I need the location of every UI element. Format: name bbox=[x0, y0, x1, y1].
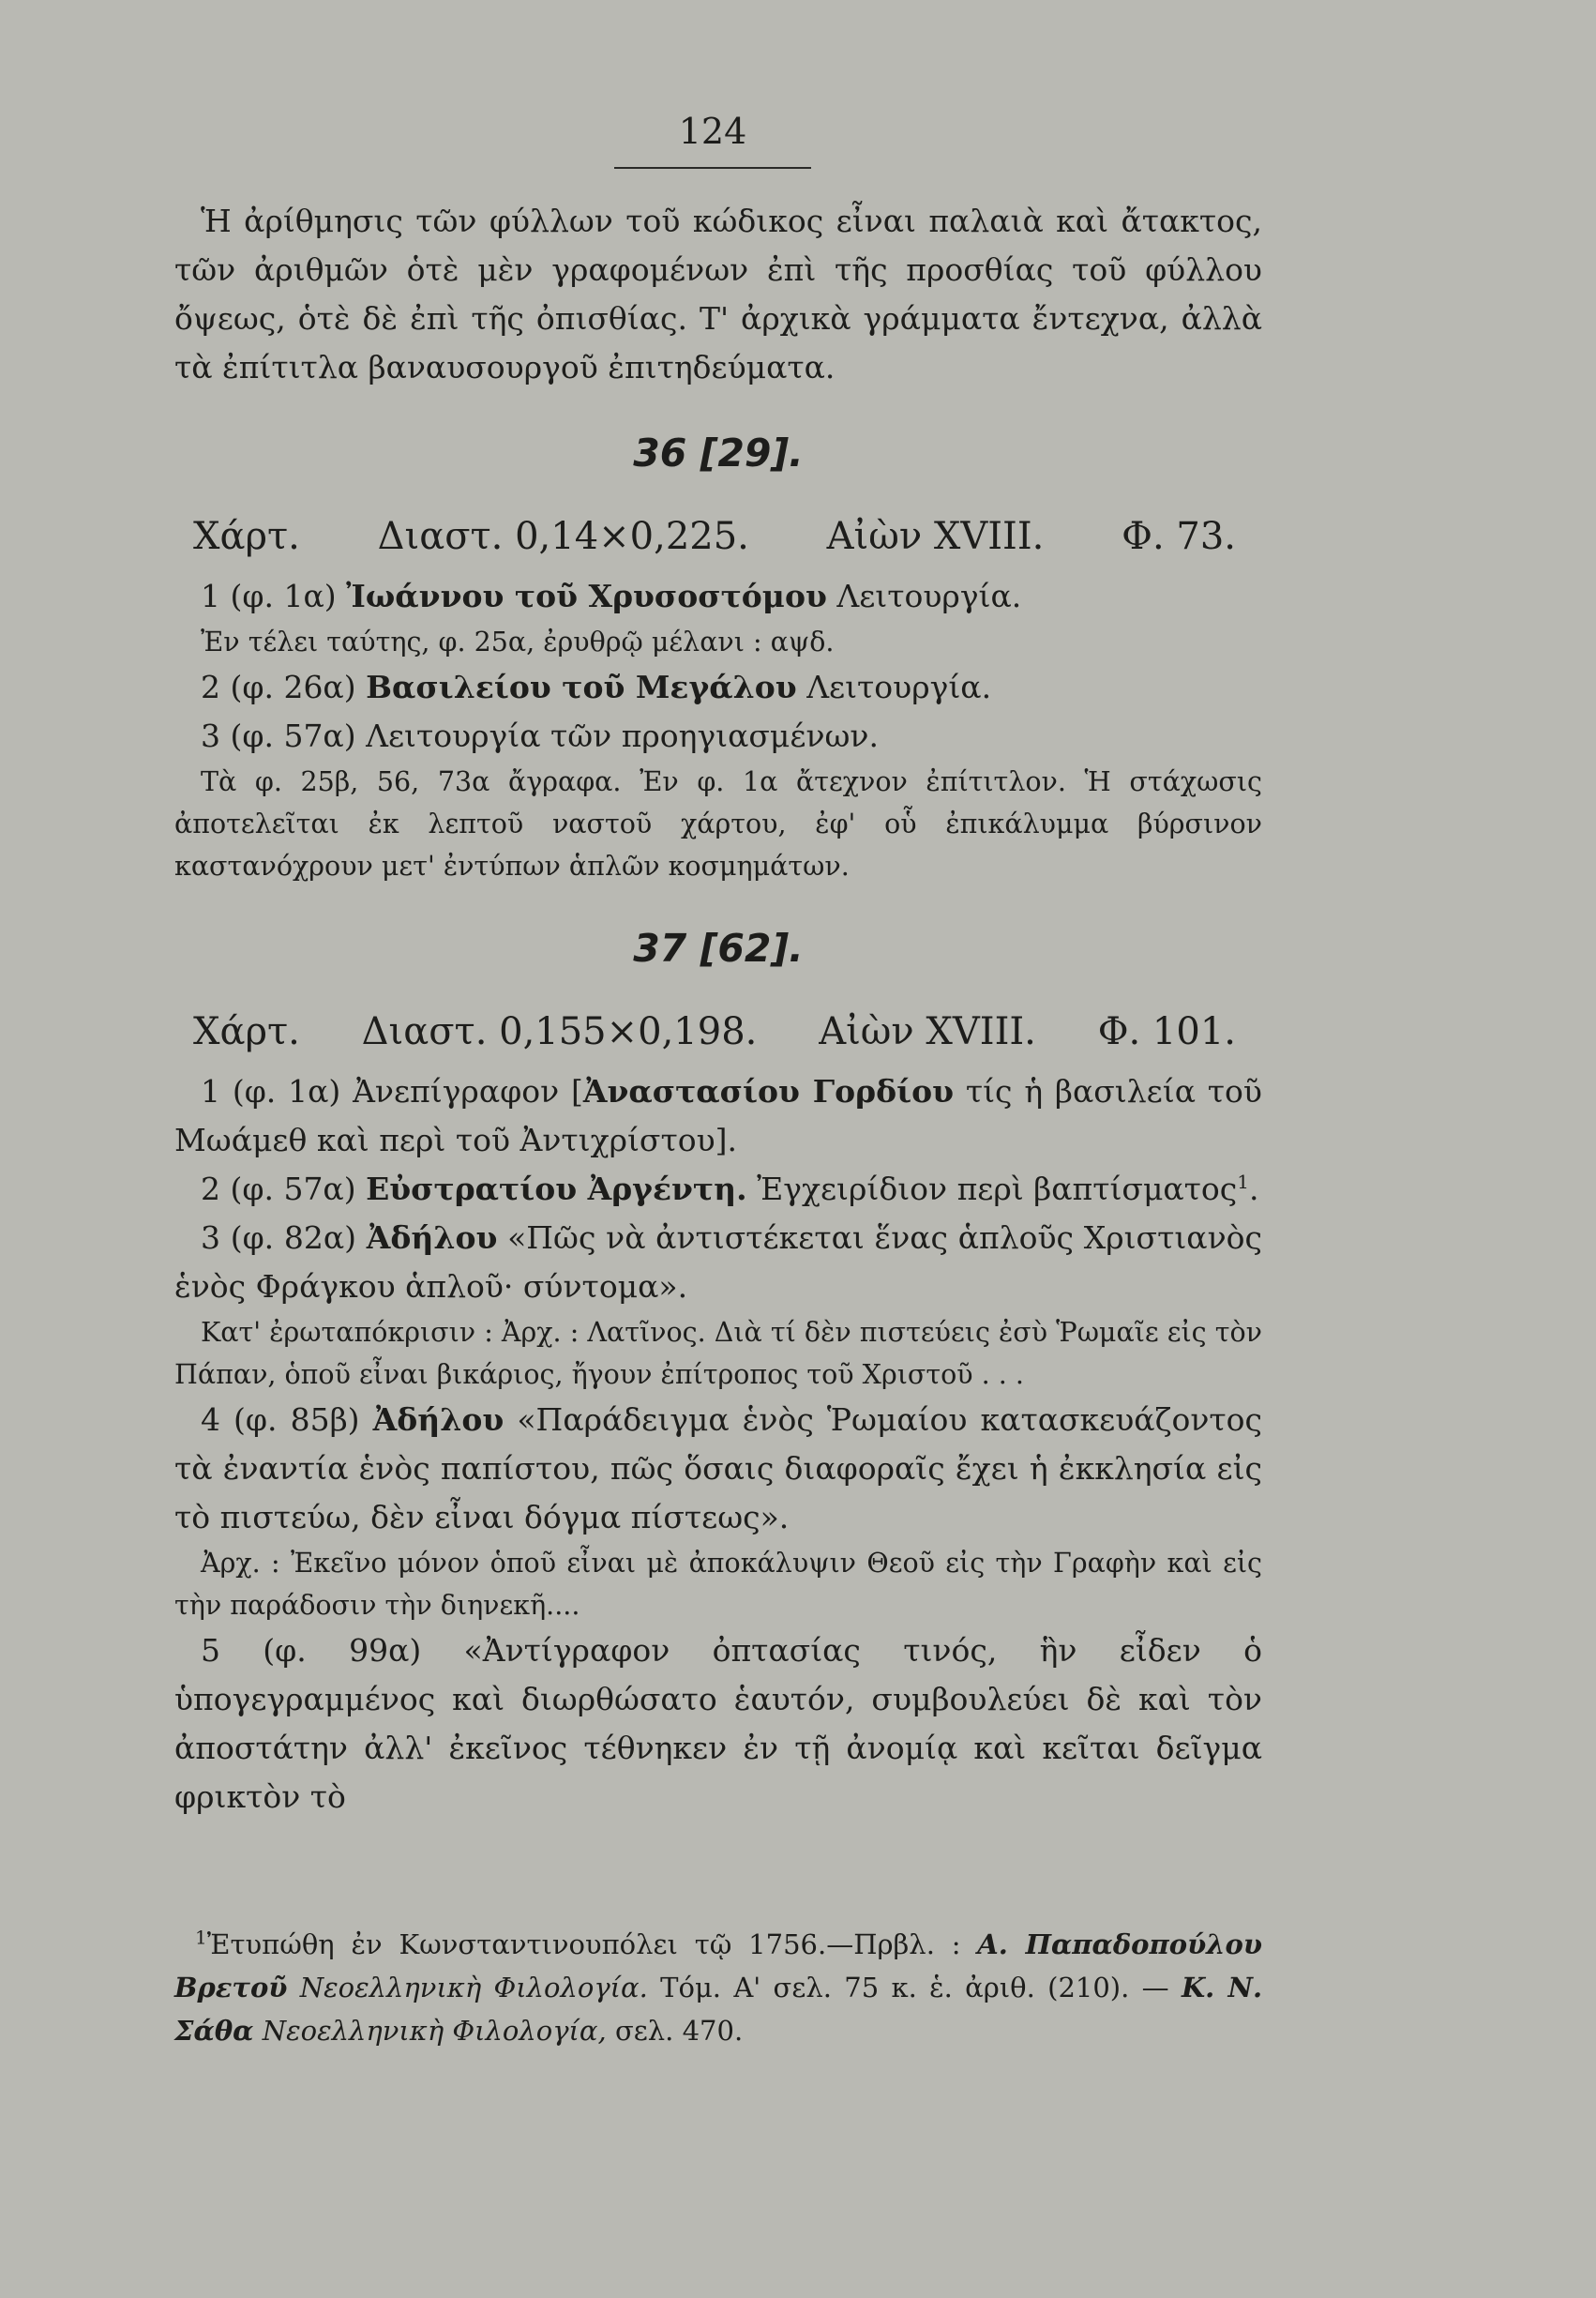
footnote-work: Νεοελληνικὴ Φιλολογία, bbox=[262, 2015, 607, 2047]
meta-folios: Φ. 101. bbox=[1097, 1010, 1236, 1053]
content-item: 1 (φ. 1α) Ἰωάννου τοῦ Χρυσοστόμου Λειτουργία. bbox=[201, 578, 1022, 614]
author-name: Ἰωάννου τοῦ Χρυσοστόμου bbox=[346, 578, 827, 614]
footnote-author: Α. Παπαδοπούλου Βρετοῦ bbox=[174, 1928, 1263, 2003]
footnote-work: Νεοελληνικὴ Φιλολογία. bbox=[299, 1972, 648, 2003]
content-item: 4 (φ. 85β) Ἀδήλου «Παράδειγμα ἑνὸς Ῥωμαίου κατασκευάζοντος τὰ ἐναντία ἑνὸς παπίστου, πῶς ὅσαις διαφοραῖς ἔχει ἡ ἐκκλησία εἰς τὸ πιστεύω, δὲν εἶναι δόγμα πίστεως». bbox=[174, 1401, 1263, 1535]
page-number: 124 bbox=[678, 111, 747, 152]
item-note: Ἀρχ. : Ἐκεῖνο μόνον ὁποῦ εἶναι μὲ ἀποκάλυψιν Θεοῦ εἰς τὴν Γραφὴν καὶ εἰς τὴν παράδοσιν τὴν διηνεκῆ.... bbox=[174, 1548, 1262, 1621]
content-item: 3 (φ. 82α) Ἀδήλου «Πῶς νὰ ἀντιστέκεται ἕνας ἁπλοῦς Χριστιανὸς ἑνὸς Φράγκου ἁπλοῦ· σύντομα». bbox=[174, 1219, 1262, 1305]
author-name: Ἀδήλου bbox=[366, 1219, 498, 1256]
footnote-mark: 1 bbox=[195, 1926, 207, 1949]
author-name: Εὐστρατίου Ἀργέντη. bbox=[366, 1171, 747, 1207]
item-note: Ἐν τέλει ταύτης, φ. 25α, ἐρυθρῷ μέλανι : αψδ. bbox=[201, 627, 835, 658]
section-title-37: 37 [62]. bbox=[633, 926, 804, 971]
meta-material: Χάρτ. bbox=[193, 1010, 300, 1053]
meta-folios: Φ. 73. bbox=[1122, 515, 1236, 558]
item-note: Κατ' ἐρωταπόκρισιν : Ἀρχ. : Λατῖνος. Διὰ τί δὲν πιστεύεις ἐσὺ Ῥωμαῖε εἰς τὸν Πάπαν, ὁποῦ εἶναι βικάριος, ἤγουν ἐπίτροπος τοῦ Χριστοῦ . . . bbox=[174, 1317, 1262, 1390]
main-text bbox=[174, 197, 1262, 1822]
author-name: Ἀδήλου bbox=[372, 1401, 504, 1438]
content-item: 3 (φ. 57α) Λειτουργία τῶν προηγιασμένων. bbox=[201, 718, 879, 754]
manuscript-meta-37 bbox=[174, 1004, 1262, 1060]
meta-material: Χάρτ. bbox=[193, 515, 300, 558]
section-title-36: 36 [29]. bbox=[633, 431, 804, 476]
meta-dimensions: Διαστ. 0,14×0,225. bbox=[377, 515, 749, 558]
author-name: Βασιλείου τοῦ Μεγάλου bbox=[366, 669, 797, 705]
content-item: 2 (φ. 57α) Εὐστρατίου Ἀργέντη. Ἐγχειρίδιον περὶ βαπτίσματος$^1$. bbox=[201, 1171, 1259, 1207]
footnote: $^1$Ἐτυπώθη ἐν Κωνσταντινουπόλει τῷ 1756.—Πρβλ. : Α. Παπαδοπούλου Βρετοῦ Νεοελληνικὴ Φιλολογία. Τόμ. Α' σελ. 75 κ. ἑ. ἀριθ. (210). — Κ. Ν. Σάθα Νεοελληνικὴ Φιλολογία, σελ. 470. bbox=[174, 1926, 1263, 2047]
manuscript-meta-36 bbox=[174, 508, 1262, 565]
item-note: Τὰ φ. 25β, 56, 73α ἄγραφα. Ἐν φ. 1α ἄτεχνον ἐπίτιτλον. Ἡ στάχωσις ἀποτελεῖται ἐκ λεπτοῦ ναστοῦ χάρτου, ἐφ' οὗ ἐπικάλυμμα βύρσινον καστανόχρουν μετ' ἐντύπων ἁπλῶν κοσμημάτων. bbox=[174, 766, 1262, 882]
footnote-ref: 1 bbox=[1237, 1171, 1250, 1193]
footnotes bbox=[174, 1923, 1262, 2052]
meta-century: Αἰὼν XVIII. bbox=[819, 1010, 1036, 1053]
page-number-rule bbox=[614, 167, 811, 169]
content-item: 2 (φ. 26α) Βασιλείου τοῦ Μεγάλου Λειτουργία. bbox=[201, 669, 992, 705]
author-name: Ἀναστασίου Γορδίου bbox=[582, 1073, 954, 1110]
meta-century: Αἰὼν XVIII. bbox=[826, 515, 1045, 558]
intro-paragraph: Ἡ ἀρίθμησις τῶν φύλλων τοῦ κώδικος εἶναι παλαιὰ καὶ ἄτακτος, τῶν ἀριθμῶν ὁτὲ μὲν γραφομένων ἐπὶ τῆς προσθίας τοῦ φύλλου ὄψεως, ὁτὲ δὲ ἐπὶ τῆς ὀπισθίας. Τ' ἀρχικὰ γράμματα ἔντεχνα, ἀλλὰ τὰ ἐπίτιτλα βαναυσουργοῦ ἐπιτηδεύματα. bbox=[174, 203, 1262, 386]
content-item: 5 (φ. 99α) «Ἀντίγραφον ὀπτασίας τινός, ἣν εἶδεν ὁ ὑπογεγραμμένος καὶ διωρθώσατο ἑαυτόν, συμβουλεύει δὲ καὶ τὸν ἀποστάτην ἀλλ' ἐκεῖνος τέθνηκεν ἐν τῇ ἀνομίᾳ καὶ κεῖται δεῖγμα φρικτὸν τὸ bbox=[174, 1632, 1262, 1815]
content-item: 1 (φ. 1α) Ἀνεπίγραφον [Ἀναστασίου Γορδίου τίς ἡ βασιλεία τοῦ Μωάμεθ καὶ περὶ τοῦ Ἀντιχρίστου]. bbox=[174, 1073, 1262, 1158]
meta-dimensions: Διαστ. 0,155×0,198. bbox=[361, 1010, 758, 1053]
footnote-author: Κ. Ν. Σάθα bbox=[174, 1972, 1263, 2047]
